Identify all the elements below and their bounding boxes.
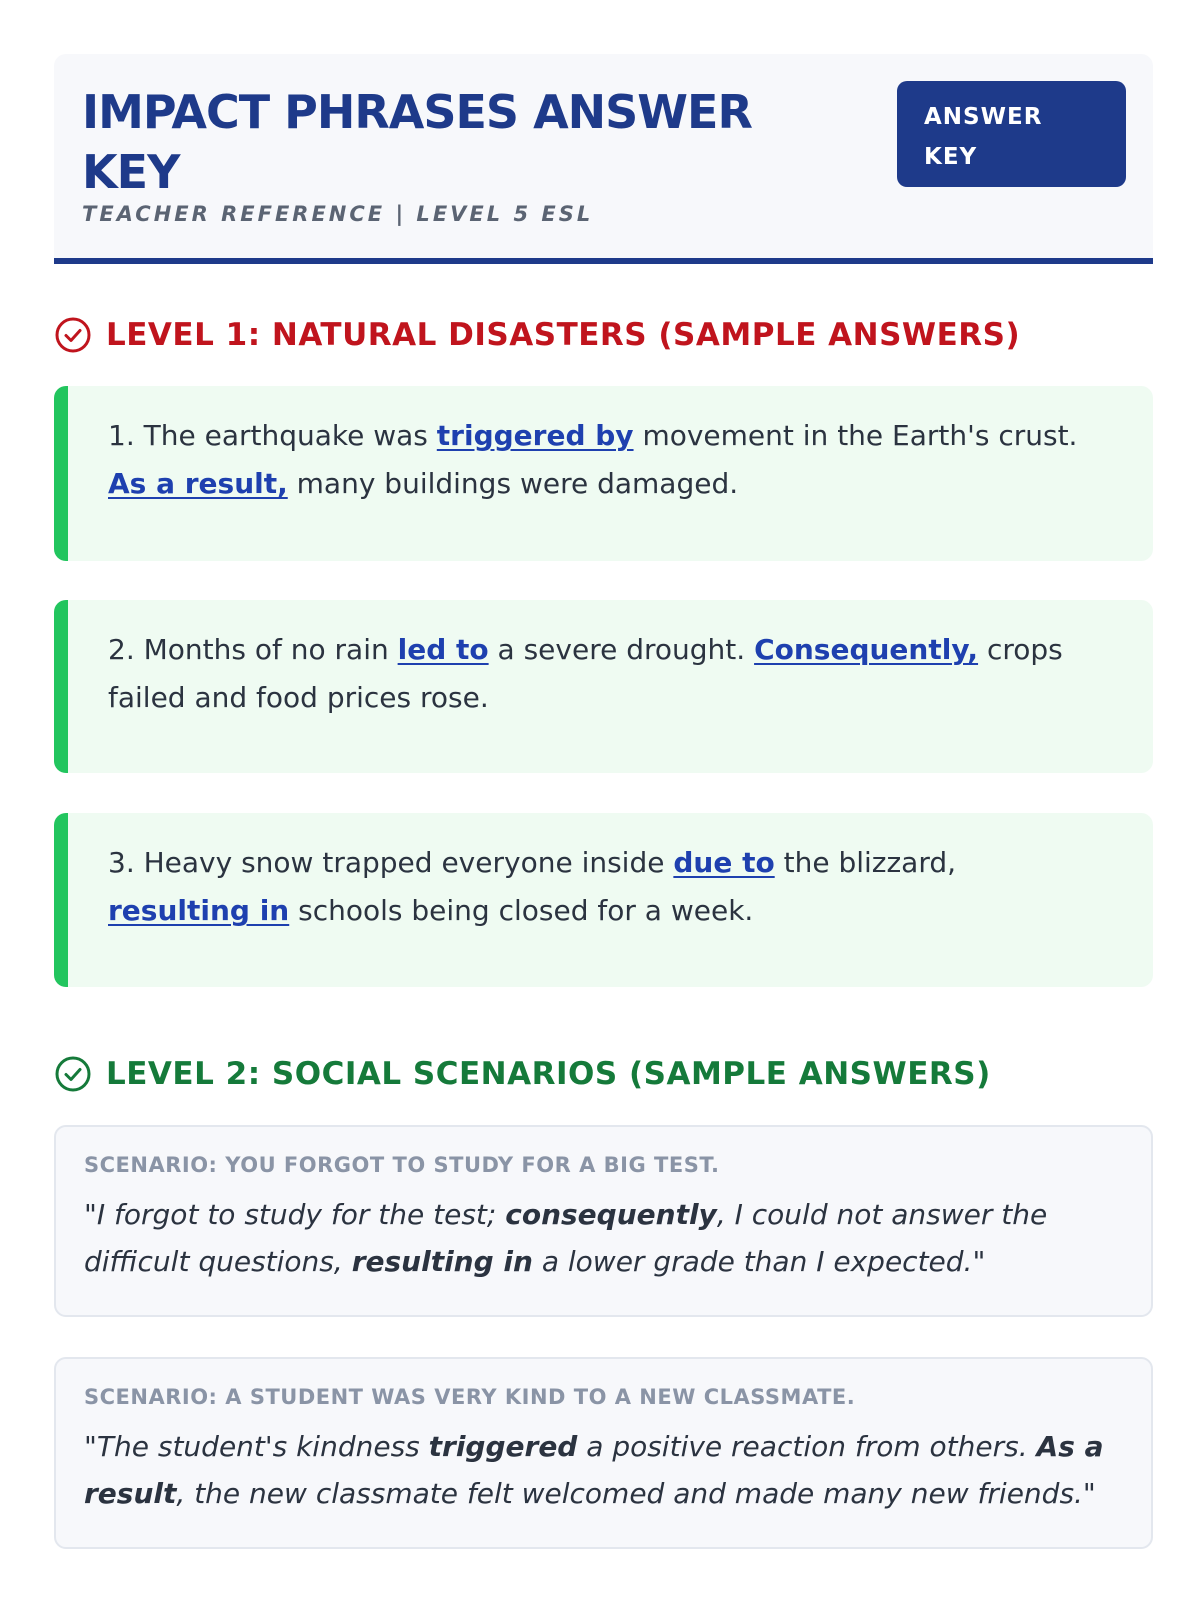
page-subtitle: TEACHER REFERENCE | LEVEL 5 ESL	[82, 202, 594, 226]
page-title: IMPACT PHRASES ANSWER KEY	[82, 85, 752, 199]
answer-text: 3. Heavy snow trapped everyone inside due to the blizzard, resulting in schools being closed for a week.	[108, 846, 957, 927]
scenario-label: SCENARIO: A STUDENT WAS VERY KIND TO A NEW CLASSMATE.	[84, 1385, 856, 1409]
check-circle-icon	[54, 316, 92, 354]
level1-heading	[54, 316, 1020, 354]
answer-card-3	[54, 813, 1153, 987]
impact-phrase: due to	[673, 846, 775, 879]
answer-card-2	[54, 600, 1153, 773]
answer-card-1	[54, 386, 1153, 561]
impact-phrase: resulting in	[108, 894, 290, 927]
impact-phrase: led to	[397, 633, 489, 666]
impact-phrase: consequently	[505, 1198, 717, 1231]
header	[54, 54, 1153, 264]
impact-phrase: triggered by	[436, 419, 634, 452]
impact-phrase: triggered	[428, 1430, 578, 1463]
impact-phrase: resulting in	[351, 1245, 533, 1278]
level2-title: LEVEL 2: SOCIAL SCENARIOS (SAMPLE ANSWERS)	[106, 1056, 991, 1092]
impact-phrase: Consequently,	[754, 633, 979, 666]
level2-heading	[54, 1055, 991, 1093]
scenario-answer: "The student's kindness triggered a positive reaction from others. As a result, the new classmate felt welcomed and made many new friends."	[84, 1430, 1104, 1510]
answer-text: 1. The earthquake was triggered by movement in the Earth's crust. As a result, many buildings were damaged.	[108, 419, 1078, 500]
scenario-label: SCENARIO: YOU FORGOT TO STUDY FOR A BIG TEST.	[84, 1153, 720, 1177]
impact-phrase: As a result,	[108, 467, 288, 500]
scenario-card-2	[54, 1357, 1153, 1549]
impact-phrase: As a result	[84, 1430, 1104, 1510]
check-circle-icon	[54, 1055, 92, 1093]
scenario-answer: "I forgot to study for the test; consequently, I could not answer the difficult questions, resulting in a lower grade than I expected."	[84, 1198, 1048, 1278]
scenario-card-1	[54, 1125, 1153, 1317]
level1-title: LEVEL 1: NATURAL DISASTERS (SAMPLE ANSWERS)	[106, 317, 1021, 353]
answer-text: 2. Months of no rain led to a severe drought. Consequently, crops failed and food prices rose.	[108, 633, 1063, 714]
answer-key-badge[interactable]: ANSWER KEY	[897, 81, 1126, 187]
